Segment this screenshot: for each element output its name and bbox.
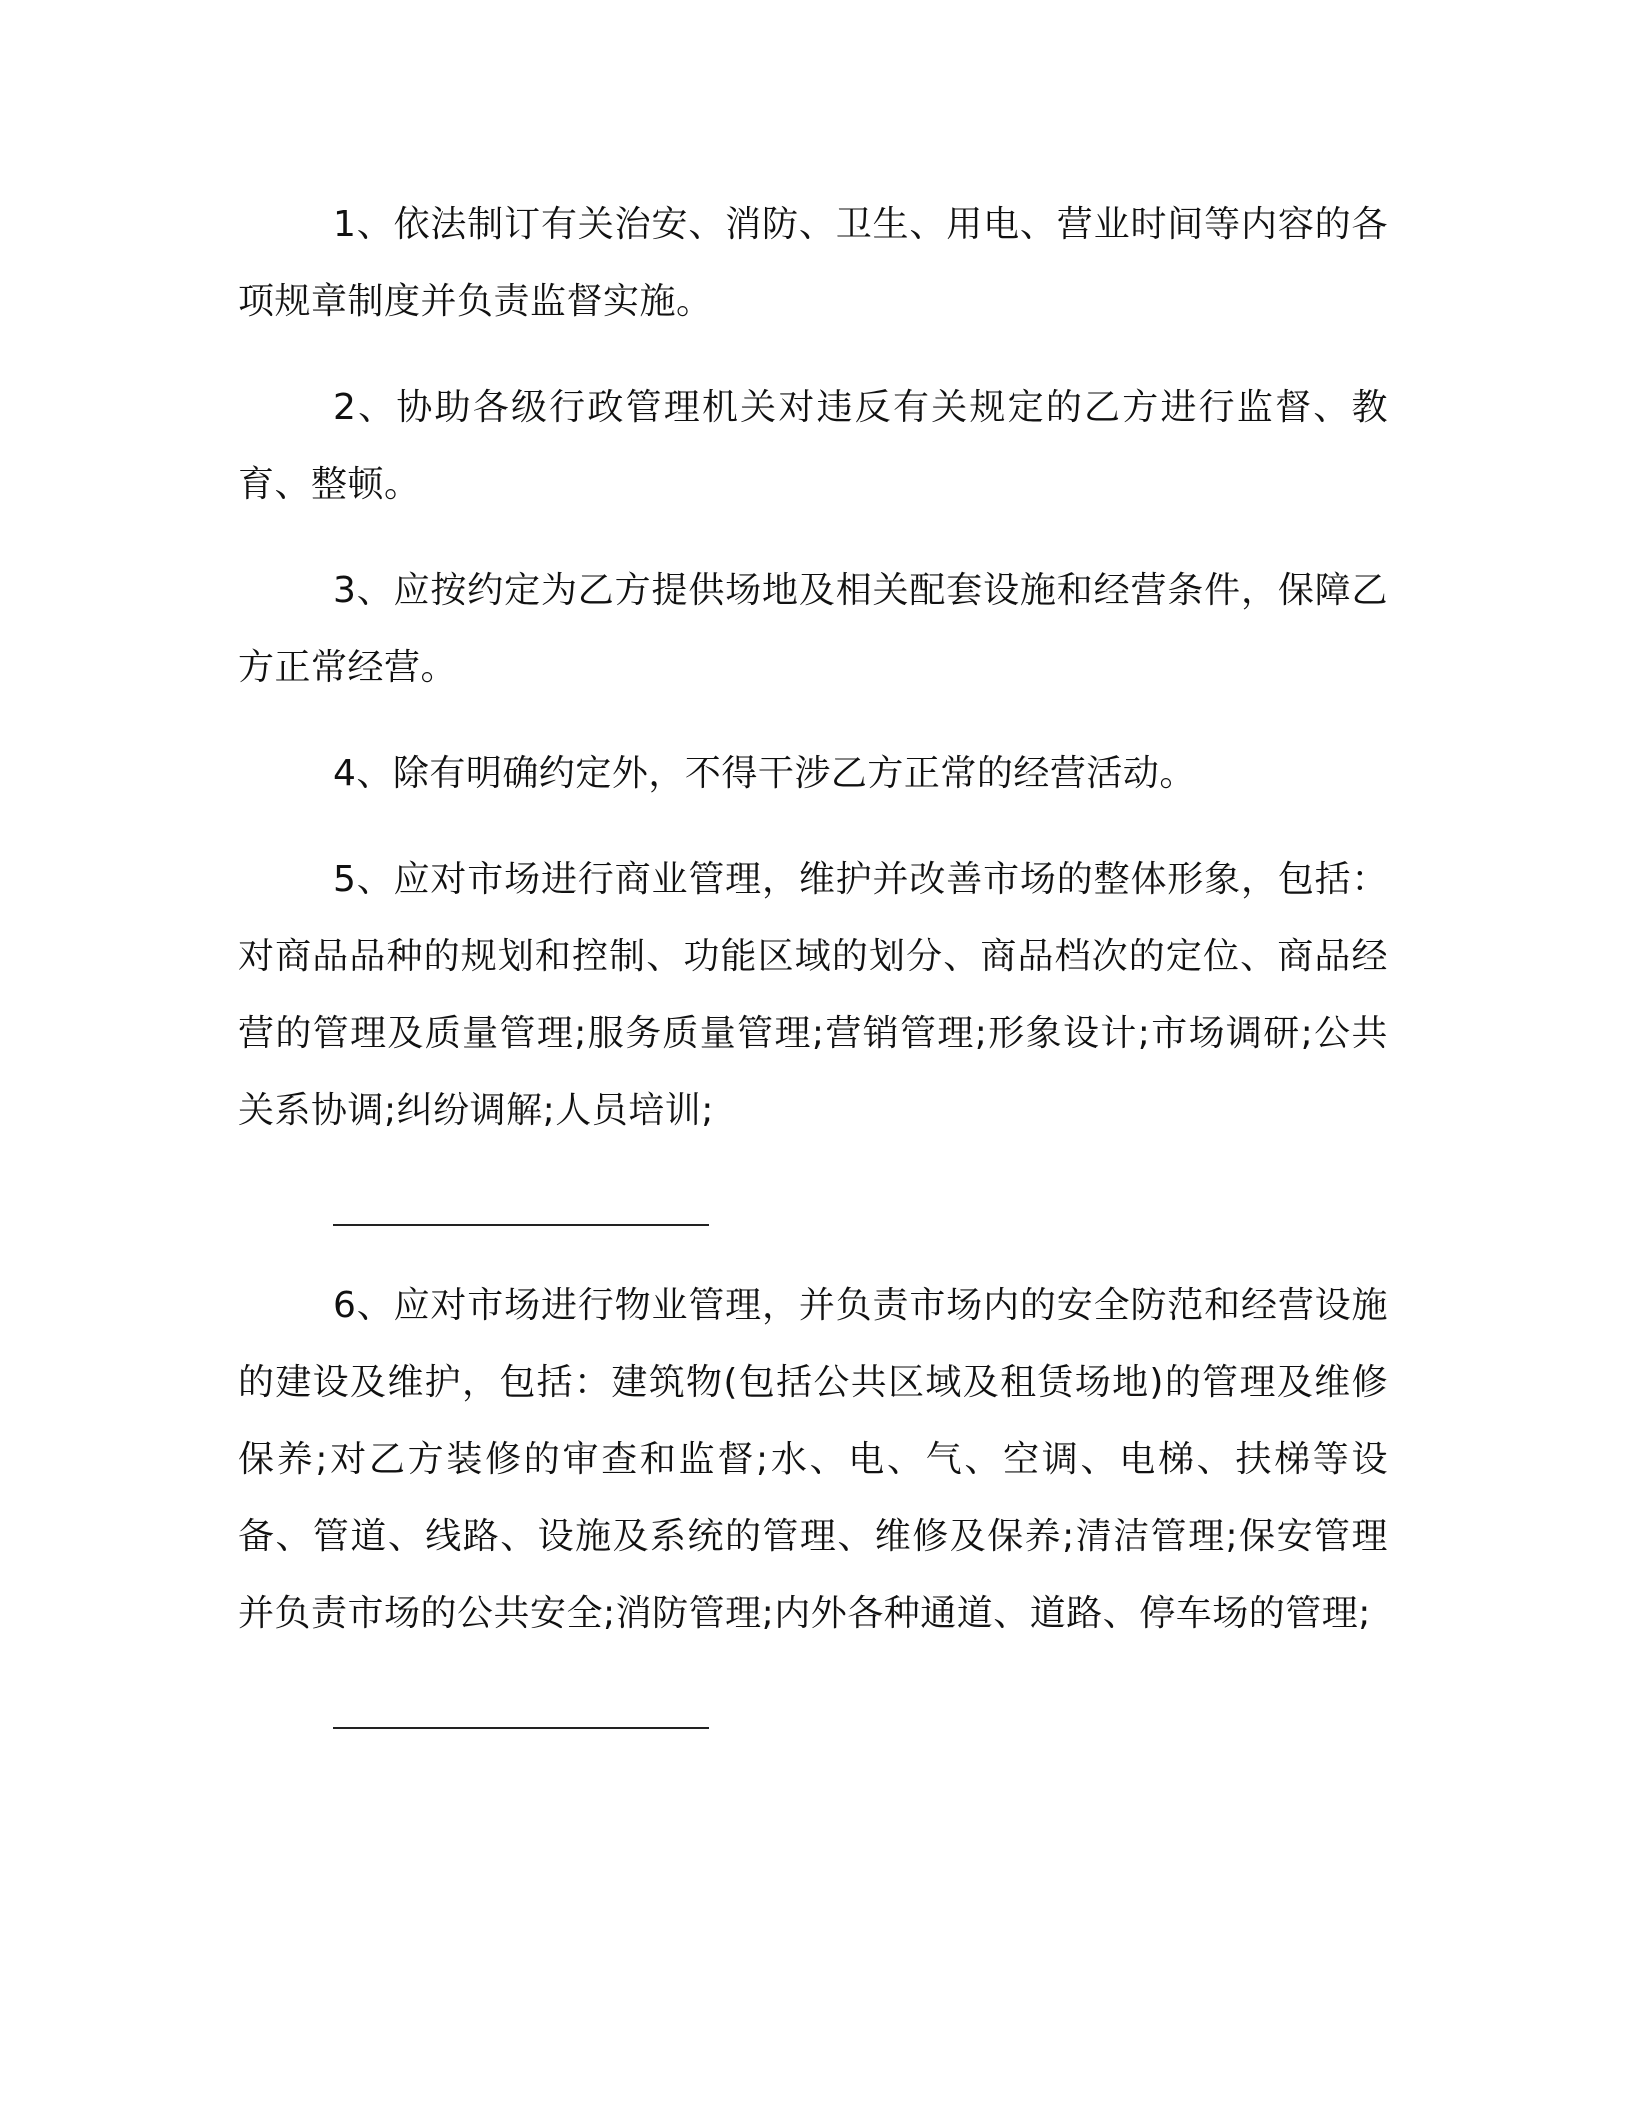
fill-in-blank-line-1	[333, 1178, 709, 1226]
fill-in-blank-line-2	[333, 1681, 709, 1729]
document-body	[238, 186, 1388, 1770]
paragraph-2: 2、协助各级行政管理机关对违反有关规定的乙方进行监督、教育、整顿。	[238, 387, 1388, 505]
paragraph-4: 4、除有明确约定外，不得干涉乙方正常的经营活动。	[333, 753, 1196, 794]
paragraph-1: 1、依法制订有关治安、消防、卫生、用电、营业时间等内容的各项规章制度并负责监督实施。	[238, 204, 1388, 322]
paragraph-6: 6、应对市场进行物业管理，并负责市场内的安全防范和经营设施的建设及维护，包括：建筑物(包括公共区域及租赁场地)的管理及维修保养;对乙方装修的审查和监督;水、电、气、空调、电梯、扶梯等设备、管道、线路、设施及系统的管理、维修及保养;清洁管理;保安管理并负责市场的公共安全;消防管理;内外各种通道、道路、停车场的管理;	[238, 1285, 1388, 1634]
paragraph-5: 5、应对市场进行商业管理，维护并改善市场的整体形象，包括：对商品品种的规划和控制、功能区域的划分、商品档次的定位、商品经营的管理及质量管理;服务质量管理;营销管理;形象设计;市场调研;公共关系协调;纠纷调解;人员培训;	[238, 859, 1388, 1131]
paragraph-3: 3、应按约定为乙方提供场地及相关配套设施和经营条件，保障乙方正常经营。	[238, 570, 1388, 688]
